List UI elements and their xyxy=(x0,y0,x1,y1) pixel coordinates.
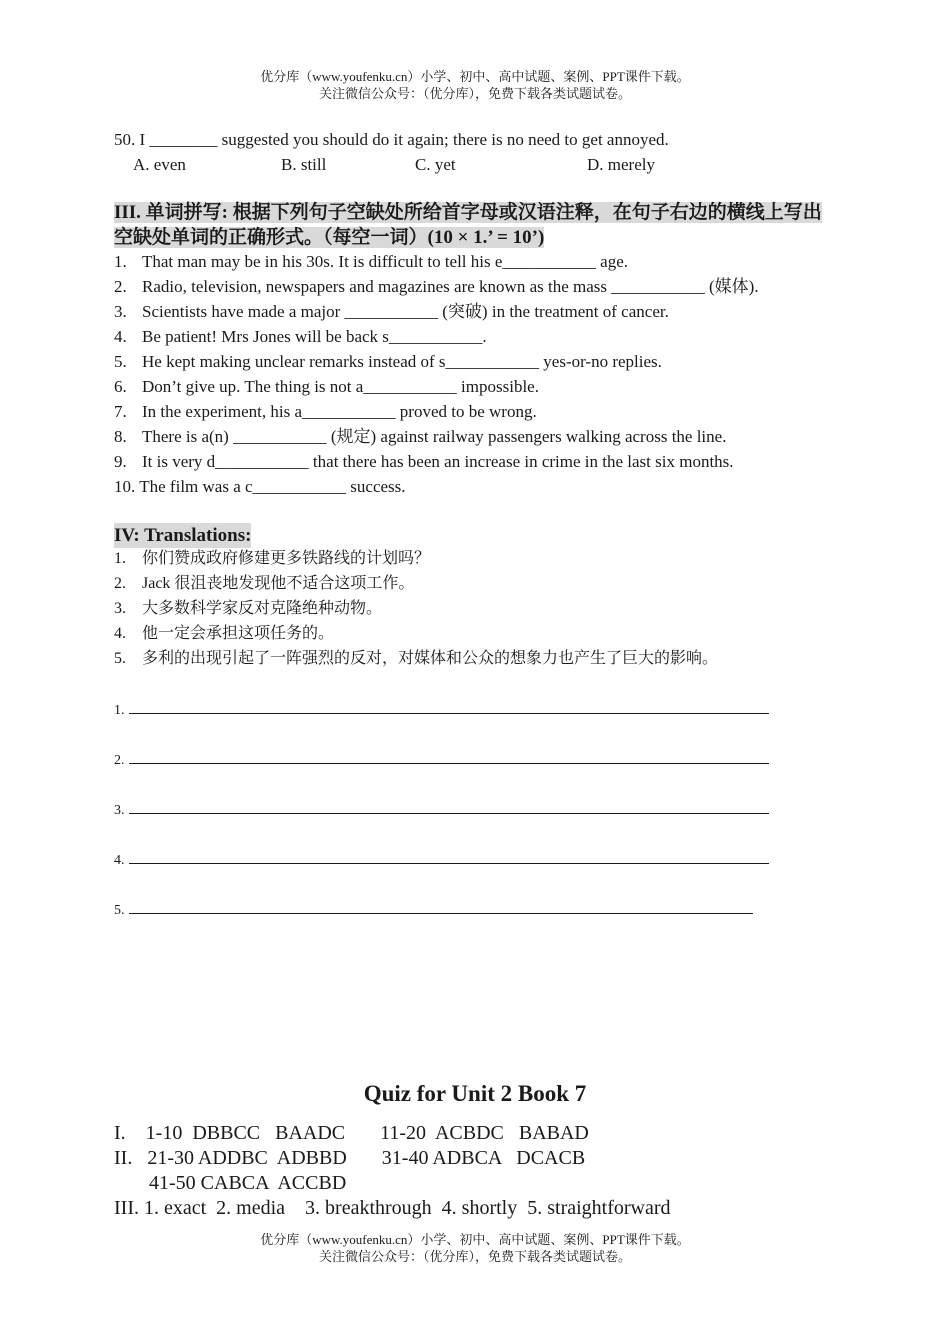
section-4-list xyxy=(114,546,718,671)
answer-key-line-2: II. 21-30 ADDBC ADBBD 31-40 ADBCA DCACB xyxy=(114,1147,586,1169)
answer-line-2[interactable]: 2. xyxy=(114,751,769,770)
list-item: 2. Radio, television, newspapers and magazines are known as the mass ___________ (媒体). xyxy=(114,277,759,296)
section-3-title: III. 单词拼写: 根据下列句子空缺处所给首字母或汉语注释，在句子右边的横线上写出空缺处单词的正确形式。（每空一词）(10 × 1.’ = 10’) xyxy=(114,202,822,248)
list-item: 5. 多利的出现引起了一阵强烈的反对，对媒体和公众的想象力也产生了巨大的影响。 xyxy=(114,650,719,667)
answer-line-1[interactable]: 1. xyxy=(114,701,769,720)
quiz-title: Quiz for Unit 2 Book 7 xyxy=(363,1081,587,1106)
section-3-list xyxy=(114,249,759,499)
list-item: 1. That man may be in his 30s. It is difficult to tell his e___________ age. xyxy=(114,252,629,271)
list-item: 9. It is very d___________ that there has been an increase in crime in the last six months. xyxy=(114,452,734,471)
answer-blank[interactable] xyxy=(129,851,769,864)
section-4-title: IV: Translations: xyxy=(114,525,252,546)
answer-key-line-1: I. 1-10 DBBCC BAADC 11-20 ACBDC BABAD xyxy=(114,1122,589,1144)
answer-line-4[interactable]: 4. xyxy=(114,851,769,870)
list-item: 7. In the experiment, his a___________ proved to be wrong. xyxy=(114,402,537,421)
answer-key-line-4: III. 1. exact 2. media 3. breakthrough 4. shortly 5. straightforward xyxy=(114,1197,671,1219)
footer-line-2: 关注微信公众号：（优分库），免费下载各类试题试卷。 xyxy=(318,1249,631,1264)
list-item: 2. Jack 很沮丧地发现他不适合这项工作。 xyxy=(114,575,415,592)
option-a: A. even xyxy=(133,155,186,174)
list-item: 8. There is a(n) ___________ (规定) against railway passengers walking across the line. xyxy=(114,427,727,446)
list-item: 3. 大多数科学家反对克隆绝种动物。 xyxy=(114,600,383,617)
list-item: 10. The film was a c___________ success. xyxy=(114,477,406,496)
answer-line-3[interactable]: 3. xyxy=(114,801,769,820)
answer-blank[interactable] xyxy=(129,801,769,814)
question-50: 50. I ________ suggested you should do it again; there is no need to get annoyed. xyxy=(114,130,669,149)
list-item: 5. He kept making unclear remarks instead of s___________ yes-or-no replies. xyxy=(114,352,662,371)
page-header xyxy=(0,68,950,102)
option-b: B. still xyxy=(281,155,327,174)
header-line-2: 关注微信公众号：（优分库），免费下载各类试题试卷。 xyxy=(318,86,631,101)
answer-line-5[interactable]: 5. xyxy=(114,901,753,920)
answer-blank[interactable] xyxy=(129,901,753,914)
answer-blank[interactable] xyxy=(129,751,769,764)
list-item: 6. Don’t give up. The thing is not a___________ impossible. xyxy=(114,377,539,396)
option-d: D. merely xyxy=(587,155,655,174)
list-item: 1. 你们赞成政府修建更多铁路线的计划吗？ xyxy=(114,550,431,567)
list-item: 3. Scientists have made a major ___________ (突破) in the treatment of cancer. xyxy=(114,302,669,321)
page-footer xyxy=(0,1231,950,1265)
list-item: 4. Be patient! Mrs Jones will be back s___________. xyxy=(114,327,487,346)
answer-blank[interactable] xyxy=(129,701,769,714)
header-line-1: 优分库（www.youfenku.cn）小学、初中、高中试题、案例、PPT课件下载。 xyxy=(260,69,690,84)
footer-line-1: 优分库（www.youfenku.cn）小学、初中、高中试题、案例、PPT课件下载。 xyxy=(260,1232,690,1247)
list-item: 4. 他一定会承担这项任务的。 xyxy=(114,625,335,642)
answer-key-line-3: 41-50 CABCA ACCBD xyxy=(114,1172,347,1194)
option-c: C. yet xyxy=(415,155,456,174)
